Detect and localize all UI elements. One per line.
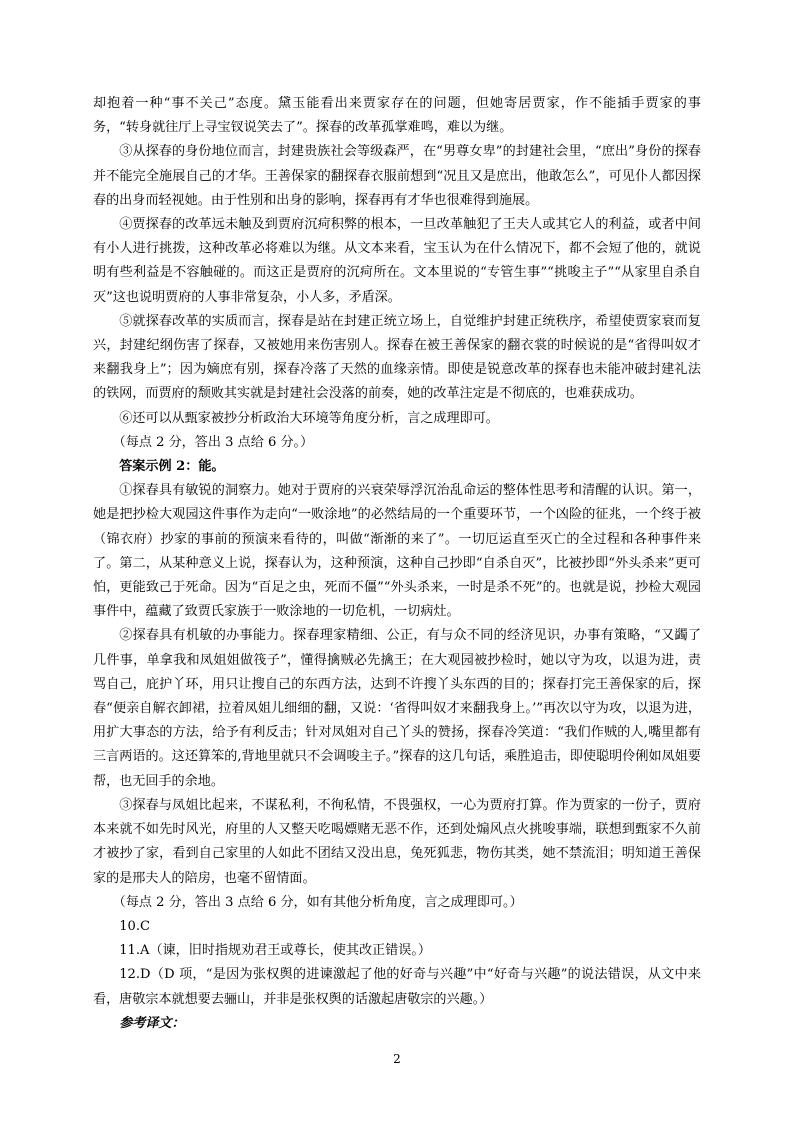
answer-12: 12.D（D 项，“是因为张权舆的进谏激起了他的好奇与兴趣”中“好奇与兴趣”的说法错误，从文中来看，唐敬宗本就想要去骊山，并非是张权舆的话激起唐敬宗的兴趣。） (93, 967, 701, 1007)
paragraph-point-5: ⑤就探春改革的实质而言，探春是站在封建正统立场上，自觉维护封建正统秩序，希望使贾家衰而复兴，封建纪纲伤害了探春，又被她用来伤害别人。探春在被王善保家的翻衣裳的时候说的是“省得叫奴才来翻我身上”；因为嫡庶有别，探春冷落了天然的血缘亲情。即使是锐意改革的探春也未能冲破封建礼法的铁网，而贾府的颓败其实就是封建社会没落的前奏，她的改革注定是不彻底的，也难获成功。 (93, 313, 701, 402)
document-body (93, 92, 701, 1036)
reference-translation-heading: 参考译文： (119, 1015, 185, 1031)
answer-example-2-heading: 答案示例 2：能。 (119, 459, 225, 475)
paragraph-example2-point-1: ①探春具有敏锐的洞察力。她对于贾府的兴衰荣辱浮沉治乱命运的整体性思考和清醒的认识。第一，她是把抄检大观园这件事作为走向“一败涂地”的必然结局的一个重要环节，一个凶险的征兆，一个终于被（锦衣府）抄家的事前的预演来看待的，叫做“渐渐的来了”。一切厄运直至灭亡的全过程和各种事件来了。第二，从某种意义上说，探春认为，这种预演，这种自己抄即“自杀自灭”，比被抄即“外头杀来”更可怕，更能致己于死命。因为“百足之虫，死而不僵”“外头杀来，一时是杀不死”的。也就是说，抄检大观园事件中，蕴藏了致贾氏家族于一败涂地的一切危机，一切病灶。 (93, 483, 701, 620)
scoring-note-2: （每点 2 分，答出 3 点给 6 分，如有其他分析角度，言之成理即可。） (112, 894, 523, 910)
page-number: 2 (393, 1052, 401, 1066)
paragraph-point-4: ④贾探春的改革远未触及到贾府沉疴积弊的根本，一旦改革触犯了王夫人或其它人的利益，或者中间有小人进行挑拨，这种改革必将难以为继。从文本来看，宝玉认为在什么情况下，都不会短了他的，就说明有些利益是不容触碰的。而这正是贾府的沉疴所在。文本里说的“专管生事”“挑唆主子”“从家里自杀自灭”这也说明贾府的人事非常复杂，小人多，矛盾深。 (93, 217, 701, 305)
paragraph-point-3: ③从探春的身份地位而言，封建贵族社会等级森严，在“男尊女卑”的封建社会里，“庶出”身份的探春并不能完全施展自己的才华。王善保家的翻探春衣服前想到“况且又是庶出，他敢怎么”，可见仆人都因探春的出身而轻视她。由于性别和出身的影响，探春再有才华也很难得到施展。 (93, 144, 701, 208)
paragraph-example2-point-2: ②探春具有机敏的办事能力。探春理家精细、公正，有与众不同的经济见识，办事有策略，“又蠲了几件事，单拿我和凤姐姐做筏子”，懂得擒贼必先擒王；在大观园被抄检时，她以守为攻，以退为进，责骂自己，庇护丫环，用只让搜自己的东西方法，达到不许搜丫头东西的目的；探春打完王善保家的后，探春“便亲自解衣卸裙，拉着凤姐儿细细的翻，又说：‘省得叫奴才来翻我身上。’”再次以守为攻，以退为进，用扩大事态的方法，给予有利反击；针对凤姐对自己丫头的赞扬，探春冷笑道：“我们作贼的人,嘴里都有三言两语的。这还算笨的,背地里就只不会调唆主子。”探春的这几句话，乘胜追击，即使聪明伶俐如凤姐要帮，也无回手的余地。 (93, 628, 701, 789)
paragraph-point-6: ⑥还可以从甄家被抄分析政治大环境等角度分析，言之成理即可。 (119, 410, 499, 426)
paragraph-continuation: 却抱着一种“事不关己”态度。黛玉能看出来贾家存在的问题，但她寄居贾家，作不能插手贾家的事务，“转身就往厅上寻宝钗说笑去了”。探春的改革孤掌难鸣，难以为继。 (93, 96, 701, 136)
paragraph-example2-point-3: ③探春与凤姐比起来，不谋私利，不徇私情，不畏强权，一心为贾府打算。作为贾家的一份子，贾府本来就不如先时风光，府里的人又整天吃喝嫖赌无恶不作，还到处煽风点火挑唆事端，联想到甄家不久前才被抄了家，看到自己家里的人如此不团结又没出息，兔死狐悲，物伤其类，她不禁流泪；明知道王善保家的是邢夫人的陪房，也毫不留情面。 (93, 797, 701, 886)
answer-11: 11.A（谏，旧时指规劝君王或尊长，使其改正错误。） (119, 943, 431, 959)
answer-10: 10.C (119, 918, 151, 934)
scoring-note-1: （每点 2 分，答出 3 点给 6 分。） (112, 434, 314, 450)
